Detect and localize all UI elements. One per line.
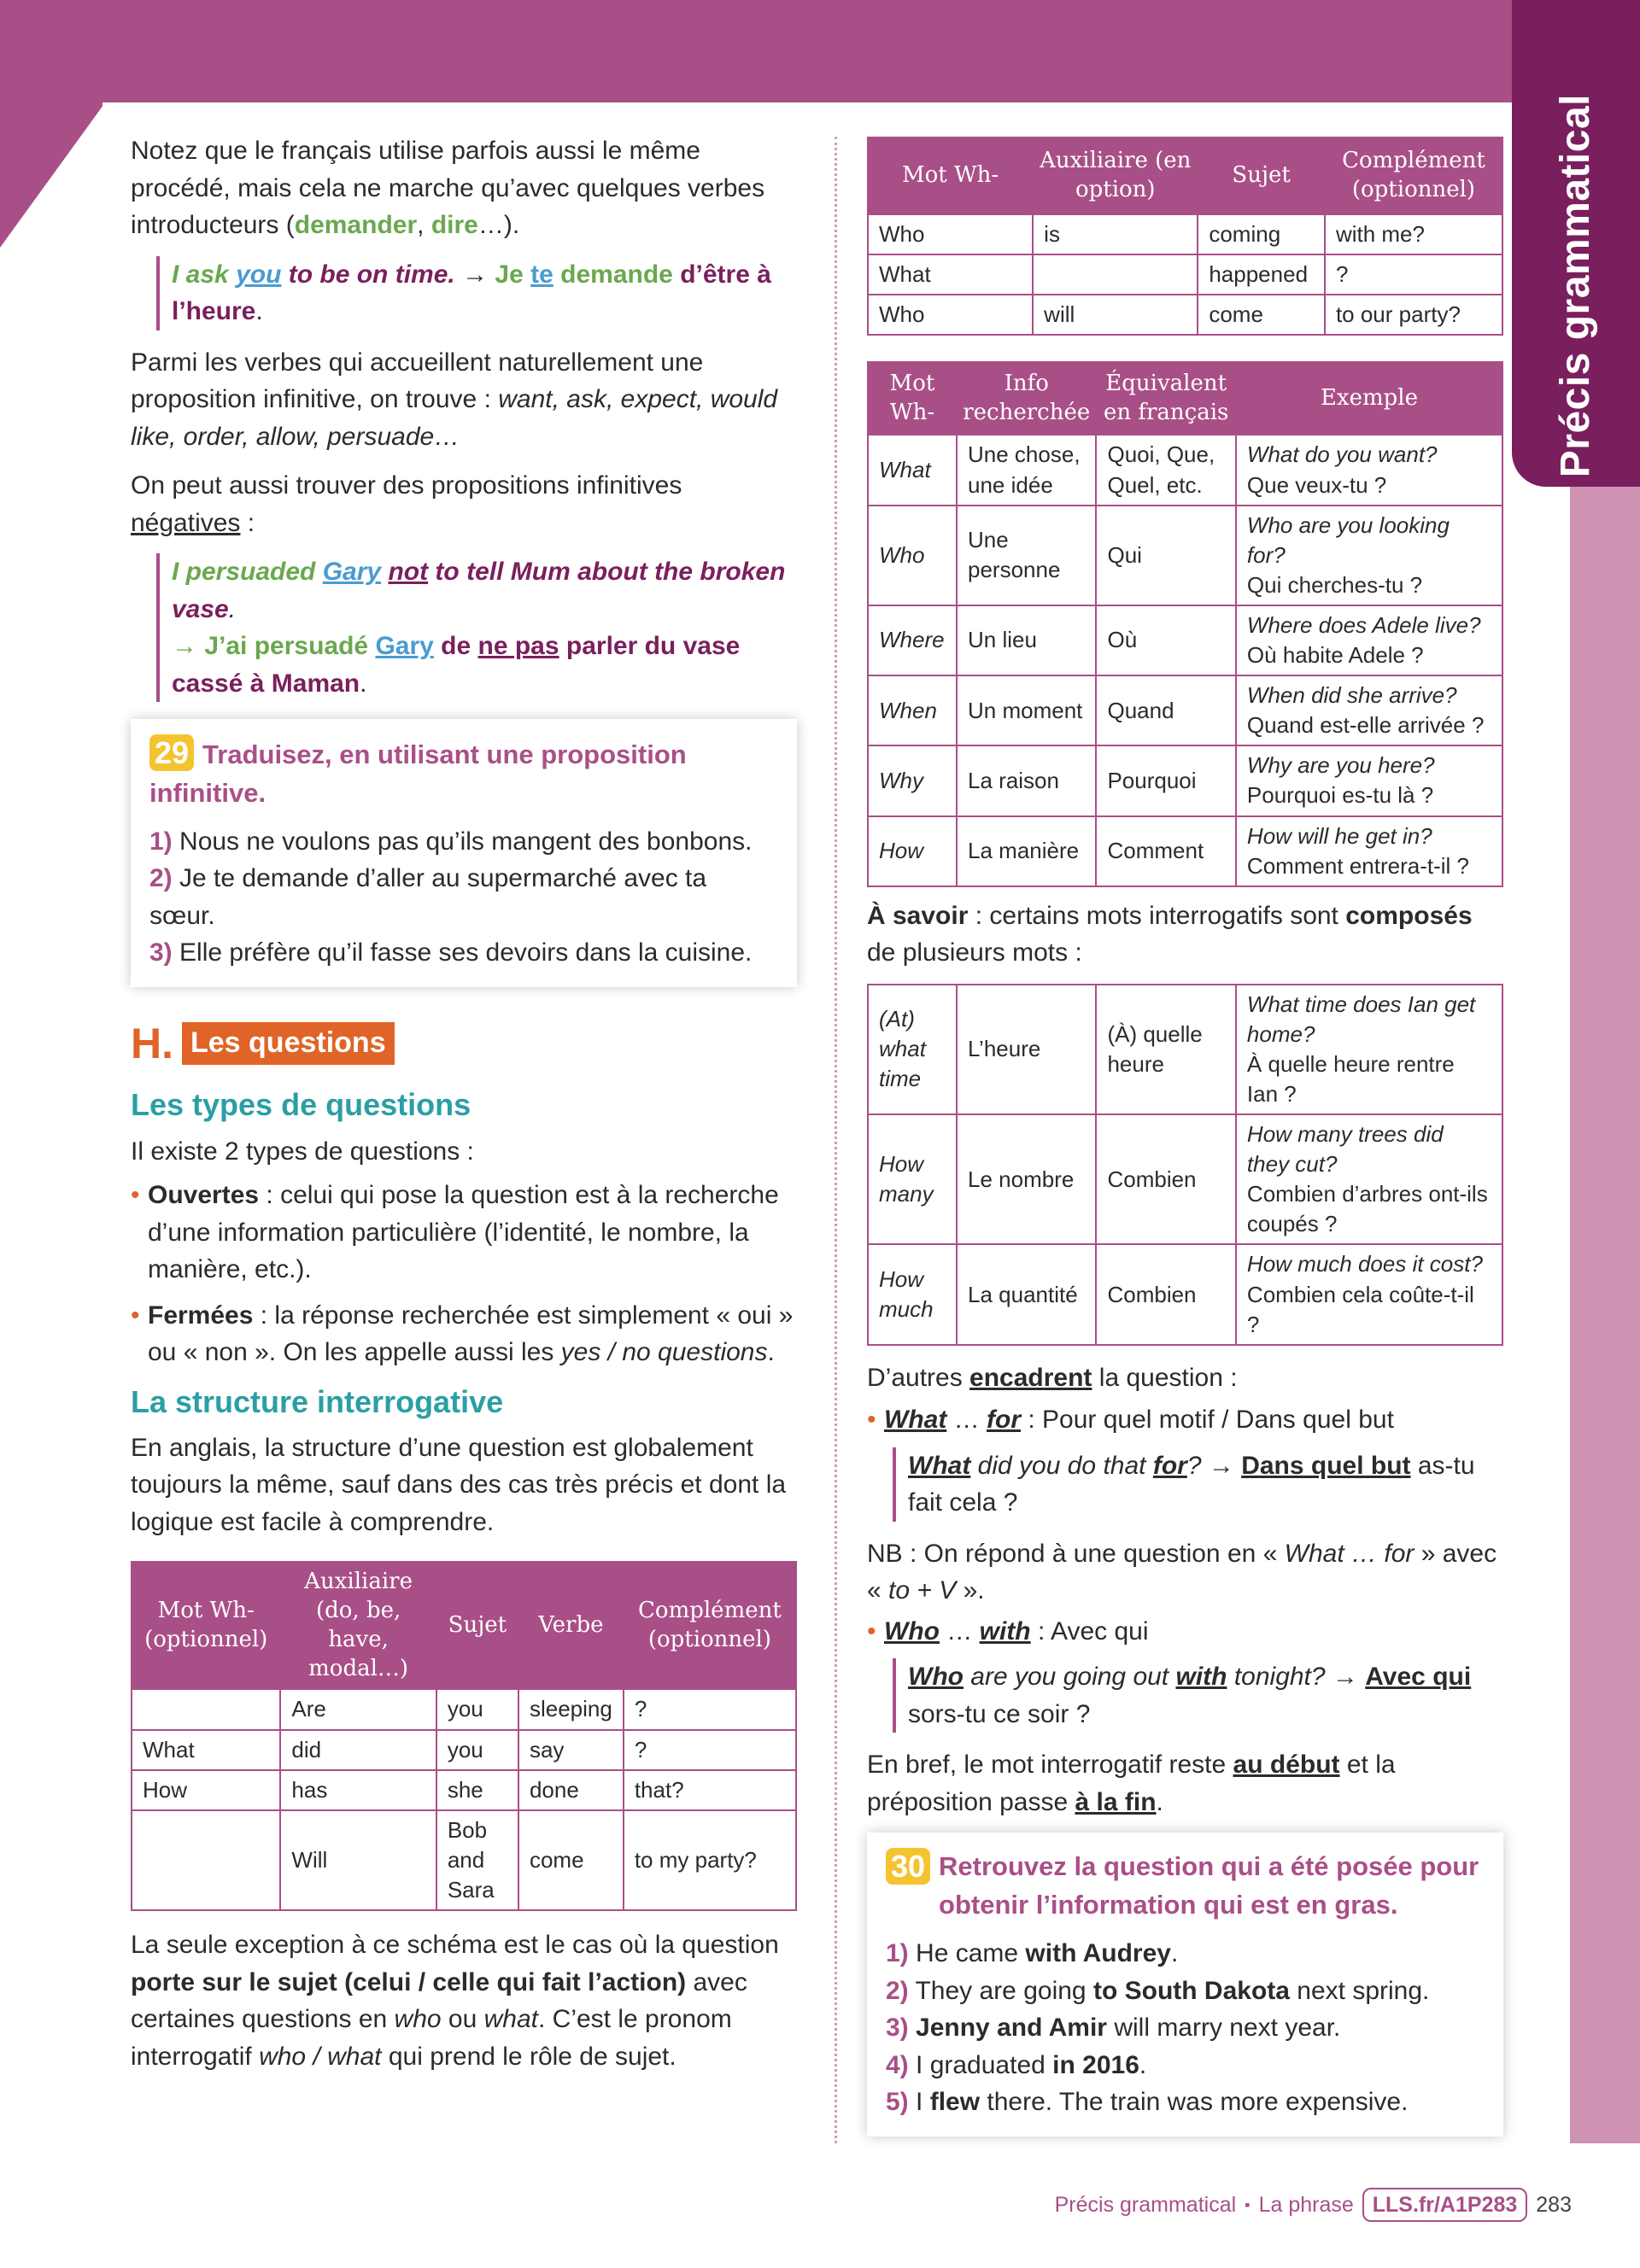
table-header-row (868, 137, 1502, 214)
table-cell (132, 1810, 280, 1910)
table-cell: with me? (1325, 214, 1502, 254)
table-cell: coming (1198, 214, 1325, 254)
example-cell: What do you want? Que veux-tu ? (1236, 435, 1502, 505)
example-cell: Who are you looking for? Qui cherches-tu ? (1236, 506, 1502, 605)
list-item: • Who … with : Avec qui (867, 1613, 1503, 1651)
paragraph: Il existe 2 types de questions : (131, 1137, 474, 1166)
table-cell (1033, 254, 1198, 295)
table-cell: Are (280, 1689, 436, 1729)
bullet-list (867, 1401, 1503, 1439)
table-cell: come (518, 1810, 624, 1910)
list-item: • Ouvertes : celui qui pose la question est à la recherche d’une information particulière (l’identité, le nombre, la manière, etc.). (131, 1177, 797, 1289)
table-row (868, 745, 1502, 815)
paragraph: On peut aussi trouver des propositions infinitives négatives : (131, 471, 682, 537)
table-cell: Why (868, 745, 957, 815)
table-cell: did (280, 1730, 436, 1770)
column-header: Mot Wh- (optionnel) (132, 1562, 280, 1689)
example-cell: Why are you here? Pourquoi es-tu là ? (1236, 745, 1502, 815)
exercise-item: 1) He came with Audrey. (886, 1939, 1179, 1968)
table-row (868, 675, 1502, 745)
table-header-row (868, 362, 1502, 435)
section-heading: H. Les questions (131, 1013, 797, 1075)
table-cell: Quoi, Que, Quel, etc. (1096, 435, 1235, 505)
table-cell: Un lieu (957, 605, 1096, 675)
table-cell: to our party? (1325, 295, 1502, 335)
example-cell: How much does it cost? Combien cela coûte-t-il ? (1236, 1244, 1502, 1344)
table-row (868, 1114, 1502, 1244)
table-cell (132, 1689, 280, 1729)
exercise-item: 3) Elle préfère qu’il fasse ses devoirs dans la cuisine. (149, 938, 753, 967)
table-row (868, 816, 1502, 886)
column-header: Équivalent en français (1096, 362, 1235, 435)
list-item: • What … for : Pour quel motif / Dans quel but (867, 1401, 1503, 1439)
table-cell: Comment (1096, 816, 1235, 886)
column-divider (835, 137, 837, 2143)
table-cell: come (1198, 295, 1325, 335)
column-header: Mot Wh- (868, 137, 1033, 214)
table-header-row (132, 1562, 796, 1689)
table-cell: What (868, 254, 1033, 295)
paragraph: NB : On répond à une question en « What … for » avec « to + V ». (867, 1539, 1497, 1605)
table-cell: Bob and Sara (436, 1810, 518, 1910)
table-row (868, 506, 1502, 605)
table-cell: How (868, 816, 957, 886)
column-header: Auxiliaire (en option) (1033, 137, 1198, 214)
exercise-title: Traduisez, en utilisant une proposition infinitive. (149, 739, 687, 808)
table-cell: Où (1096, 605, 1235, 675)
left-wedge (0, 94, 102, 248)
structure-table (131, 1561, 797, 1911)
exercise-number: 29 (149, 734, 194, 771)
bullet-list (131, 1177, 797, 1371)
paragraph: D’autres encadrent la question : (867, 1363, 1238, 1392)
table-cell: Quand (1096, 675, 1235, 745)
table-cell: What (132, 1730, 280, 1770)
paragraph: En bref, le mot interrogatif reste au début et la préposition passe à la fin. (867, 1751, 1396, 1816)
top-band (0, 0, 1512, 102)
exercise-title: Retrouvez la question qui a été posée pour obtenir l’information qui est en gras. (939, 1851, 1479, 1920)
column-header: Verbe (518, 1562, 624, 1689)
table-cell: Une chose, une idée (957, 435, 1096, 505)
table-row (868, 295, 1502, 335)
table-cell: How many (868, 1114, 957, 1244)
exercise-item: 2) They are going to South Dakota next spring. (886, 1976, 1430, 2005)
table-cell: will (1033, 295, 1198, 335)
table-cell: sleeping (518, 1689, 624, 1729)
footer: Précis grammatical ▪ La phrase LLS.fr/A1P283 283 (1055, 2188, 1572, 2222)
table-cell: Will (280, 1810, 436, 1910)
table-cell: (À) quelle heure (1096, 985, 1235, 1114)
table-cell: you (436, 1689, 518, 1729)
exercise-item: 2) Je te demande d’aller au supermarché avec ta sœur. (149, 864, 707, 930)
column-header: Complément (optionnel) (624, 1562, 796, 1689)
paragraph: Parmi les verbes qui accueillent naturellement une proposition infinitive, on trouve : want, ask, expect, would like, order, allow, persuade… (131, 348, 778, 451)
table-cell: Combien (1096, 1114, 1235, 1244)
table-cell: How much (868, 1244, 957, 1344)
table-row (132, 1810, 796, 1910)
table-cell: L’heure (957, 985, 1096, 1114)
table-cell: happened (1198, 254, 1325, 295)
table-cell: Where (868, 605, 957, 675)
table-cell: What (868, 435, 957, 505)
paragraph: À savoir : certains mots interrogatifs sont composés de plusieurs mots : (867, 901, 1473, 967)
table-cell: ? (624, 1689, 796, 1729)
example-cell: What time does Ian get home? À quelle heure rentre Ian ? (1236, 985, 1502, 1114)
side-tab: Précis grammatical (1512, 0, 1640, 487)
example-cell: How many trees did they cut? Combien d’arbres ont-ils coupés ? (1236, 1114, 1502, 1244)
paragraph: En anglais, la structure d’une question est globalement toujours la même, sauf dans des cas très précis et dont la logique est facile à comprendre. (131, 1433, 787, 1536)
table-cell: Une personne (957, 506, 1096, 605)
left-column (131, 132, 797, 2087)
example-cell: Where does Adele live? Où habite Adele ? (1236, 605, 1502, 675)
table-cell: Qui (1096, 506, 1235, 605)
subheading: Les types de questions (131, 1087, 472, 1123)
table-cell: to my party? (624, 1810, 796, 1910)
table-cell: ? (624, 1730, 796, 1770)
table-cell: Pourquoi (1096, 745, 1235, 815)
table-cell: ? (1325, 254, 1502, 295)
exercise-item: 3) Jenny and Amir will marry next year. (886, 2014, 1341, 2043)
table-row (868, 214, 1502, 254)
table-cell: La raison (957, 745, 1096, 815)
table-row (868, 1244, 1502, 1344)
subject-question-table (867, 137, 1503, 336)
page-number: 283 (1536, 2193, 1572, 2217)
example-block: What did you do that for? → Dans quel but as-tu fait cela ? (893, 1447, 1503, 1522)
table-cell: has (280, 1770, 436, 1810)
table-cell: How (132, 1770, 280, 1810)
table-cell: La manière (957, 816, 1096, 886)
table-cell: (At) what time (868, 985, 957, 1114)
paragraph: Notez que le français utilise parfois aussi le même procédé, mais cela ne marche qu’avec quelques verbes introducteurs (demander, dire…). (131, 137, 765, 239)
wh-words-table (867, 361, 1503, 887)
example-cell: When did she arrive? Quand est-elle arrivée ? (1236, 675, 1502, 745)
table-row (868, 435, 1502, 505)
table-cell: she (436, 1770, 518, 1810)
table-cell: Un moment (957, 675, 1096, 745)
exercise-30 (867, 1833, 1503, 2136)
table-row (868, 605, 1502, 675)
table-cell: is (1033, 214, 1198, 254)
paragraph: La seule exception à ce schéma est le cas où la question porte sur le sujet (celui / celle qui fait l’action) avec certaines questions en who ou what. C’est le pronom interrogatif who / what qui prend le rôle de sujet. (131, 1931, 779, 2071)
table-row (132, 1689, 796, 1729)
bullet-list (867, 1613, 1503, 1651)
table-cell: When (868, 675, 957, 745)
table-cell: La quantité (957, 1244, 1096, 1344)
example-block: I ask you to be on time. → Je te demande d’être à l’heure. (156, 256, 797, 330)
table-cell: say (518, 1730, 624, 1770)
column-header: Auxiliaire (do, be, have, modal…) (280, 1562, 436, 1689)
column-header: Sujet (436, 1562, 518, 1689)
table-cell: that? (624, 1770, 796, 1810)
table-cell: Who (868, 295, 1033, 335)
column-header: Complément (optionnel) (1325, 137, 1502, 214)
table-row (132, 1730, 796, 1770)
example-block: I persuaded Gary not to tell Mum about the broken vase. → J’ai persuadé Gary de ne pas parler du vase cassé à Maman. (156, 553, 797, 702)
exercise-item: 1) Nous ne voulons pas qu’ils mangent des bonbons. (149, 827, 753, 856)
table-cell: Who (868, 214, 1033, 254)
table-cell: you (436, 1730, 518, 1770)
table-cell: done (518, 1770, 624, 1810)
example-block: Who are you going out with tonight? → Avec qui sors-tu ce soir ? (893, 1658, 1503, 1733)
table-cell: Who (868, 506, 957, 605)
list-item: • Fermées : la réponse recherchée est simplement « oui » ou « non ». On les appelle aussi les yes / no questions. (131, 1297, 797, 1371)
table-cell: Combien (1096, 1244, 1235, 1344)
right-column (867, 137, 1503, 2162)
exercise-number: 30 (886, 1848, 930, 1885)
table-cell: Le nombre (957, 1114, 1096, 1244)
subheading: La structure interrogative (131, 1383, 504, 1419)
column-header: Info recherchée (957, 362, 1096, 435)
exercise-item: 4) I graduated in 2016. (886, 2050, 1147, 2079)
exercise-item: 5) I flew there. The train was more expensive. (886, 2088, 1409, 2117)
compound-wh-table (867, 984, 1503, 1346)
example-cell: How will he get in? Comment entrera-t-il ? (1236, 816, 1502, 886)
column-header: Exemple (1236, 362, 1502, 435)
column-header: Sujet (1198, 137, 1325, 214)
footer-link[interactable]: LLS.fr/A1P283 (1362, 2188, 1528, 2222)
column-header: Mot Wh- (868, 362, 957, 435)
table-row (868, 985, 1502, 1114)
exercise-29 (131, 719, 797, 987)
table-row (868, 254, 1502, 295)
table-row (132, 1770, 796, 1810)
side-strip (1570, 487, 1640, 2143)
